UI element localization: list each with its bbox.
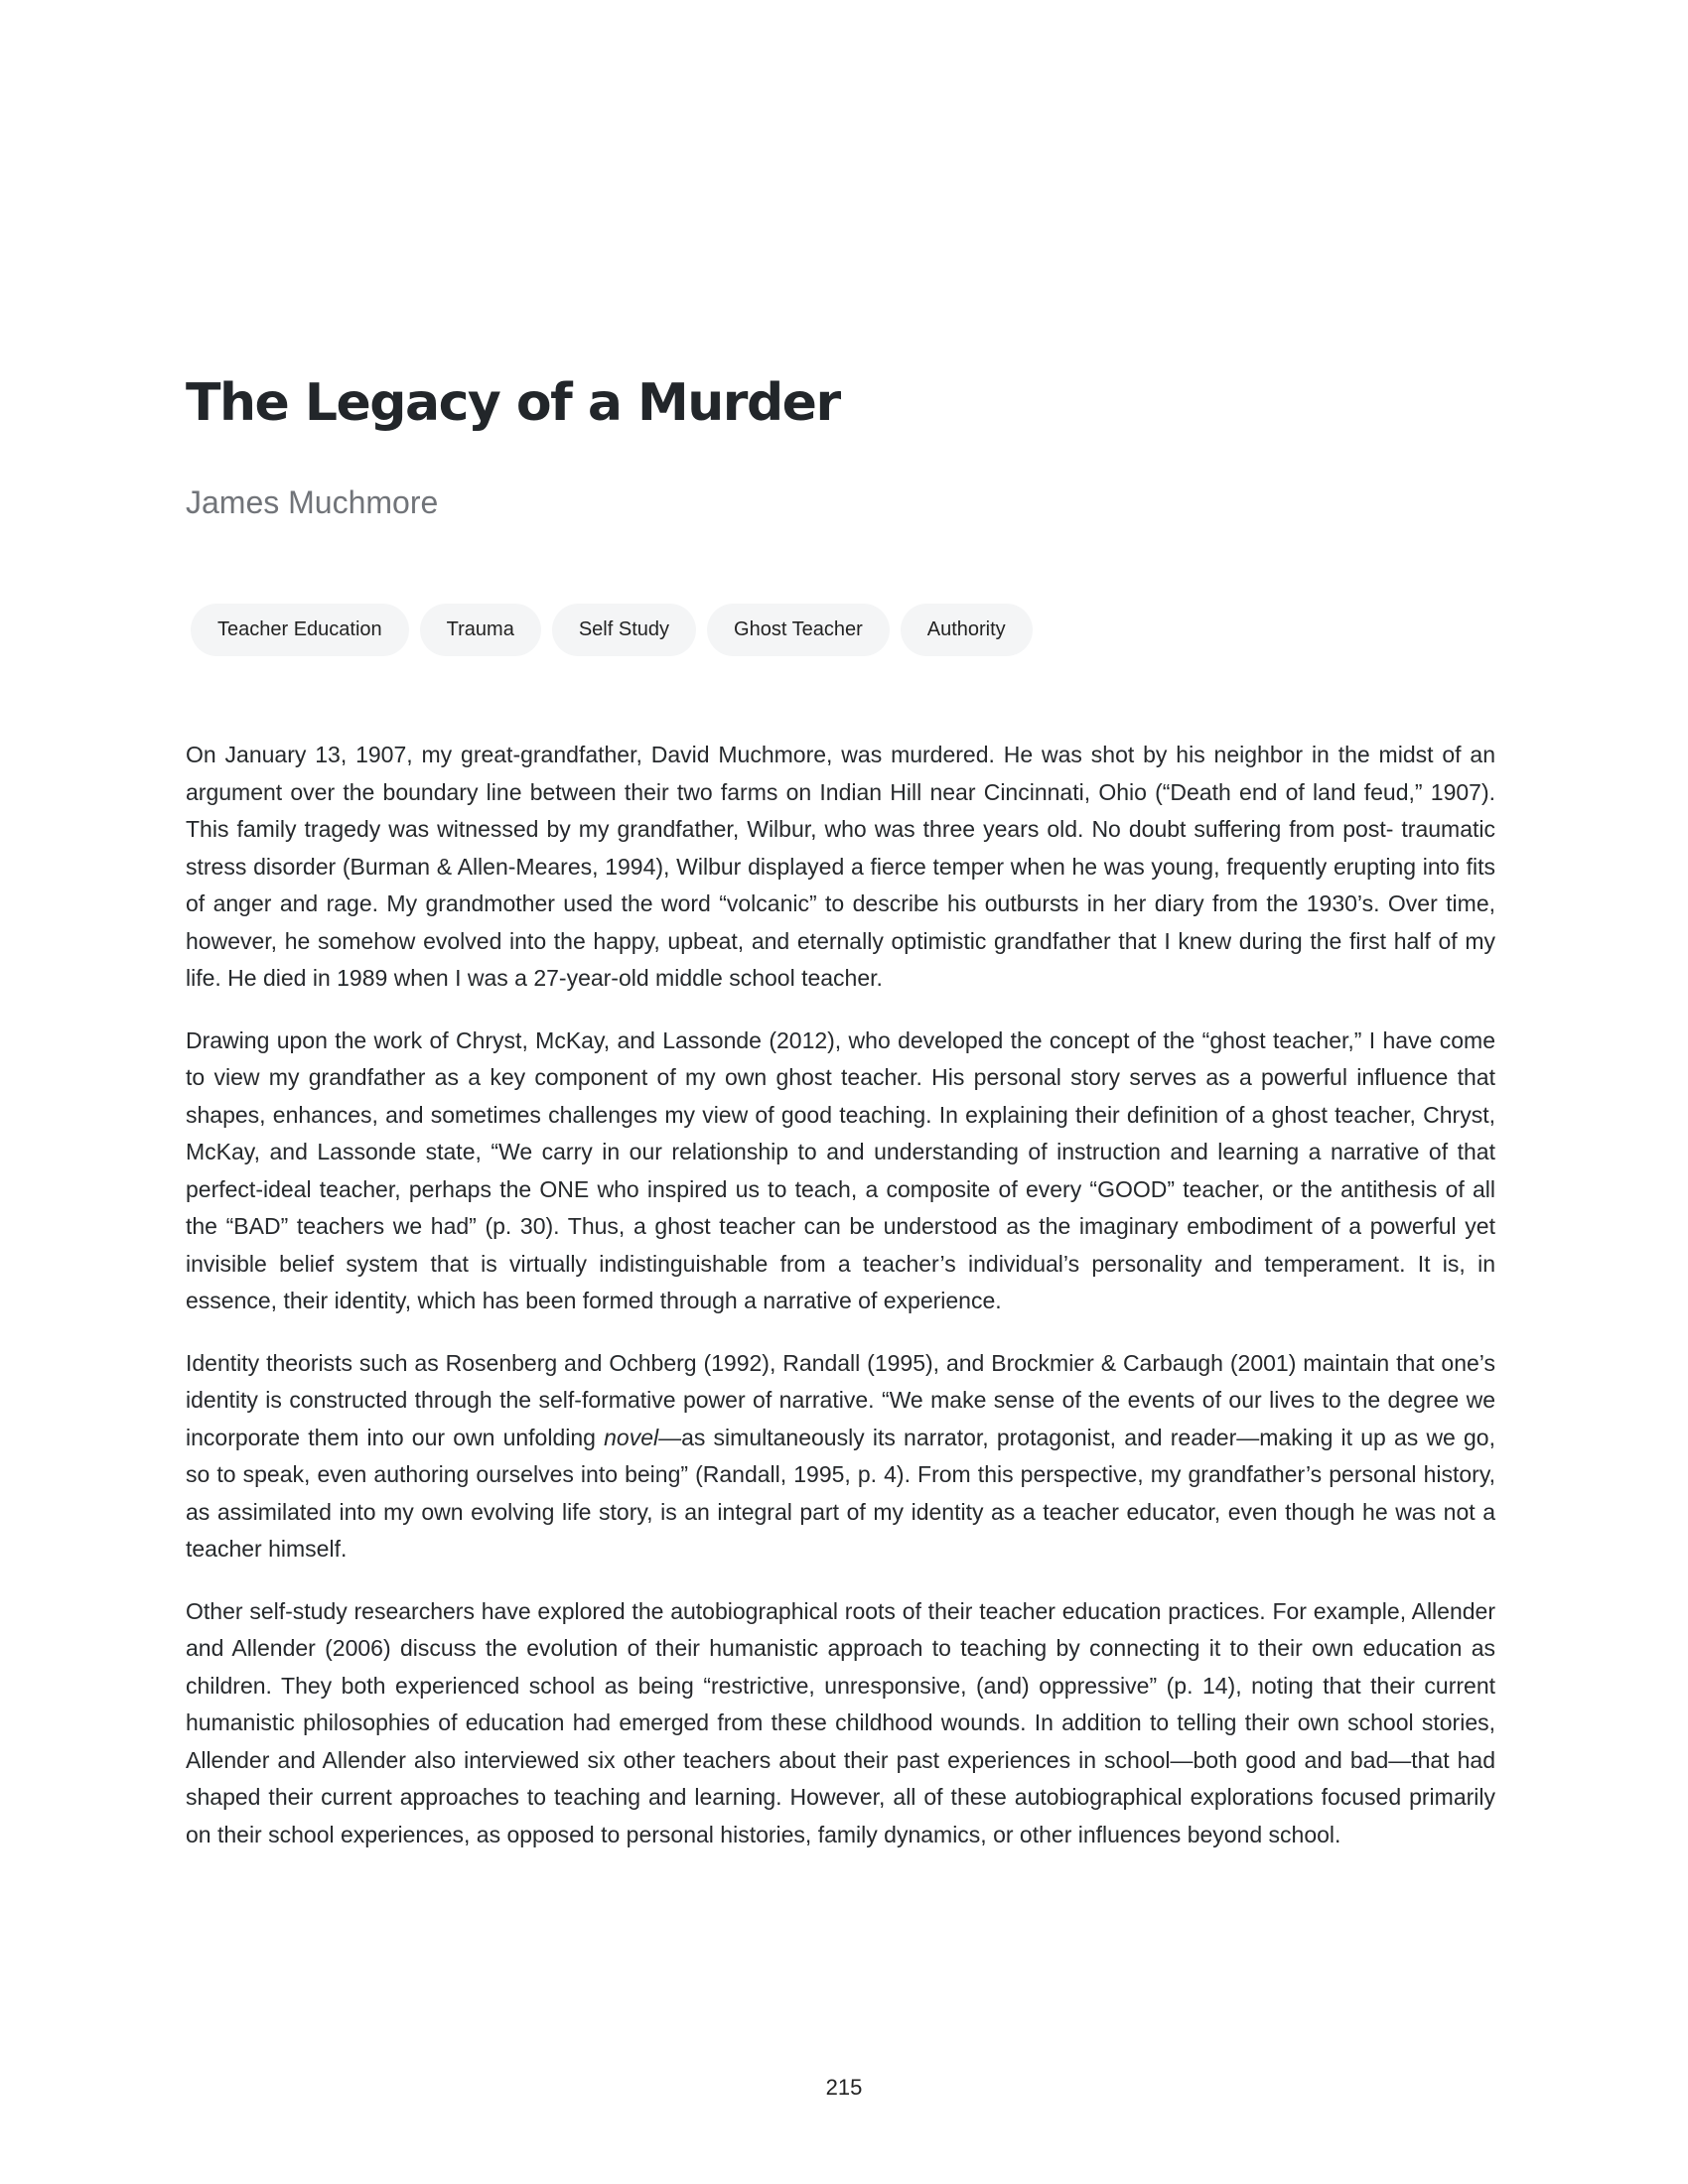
tag-trauma[interactable] xyxy=(420,604,541,656)
tag-label: Self Study xyxy=(578,618,670,640)
page-number: 215 xyxy=(825,2075,863,2100)
tag-label: Ghost Teacher xyxy=(734,618,863,640)
paragraph-3-text-end: —as simultaneously its narrator, protagonist, and reader—making it up as we go, so to speak, even authoring ourselves into being” (Randall, 1995, p. 4). From this perspective, my grandfather’s personal history, as assimilated into my own evolving life story, is an integral part of my identity as a teacher educator, even though he was not a teacher himself. xyxy=(186,1424,1495,1562)
keyword-tags xyxy=(191,604,1033,656)
paragraph-1: On January 13, 1907, my great-grandfather, David Muchmore, was murdered. He was shot by his neighbor in the midst of an argument over the boundary line between their two farms on Indian Hill near Cincinnati, Ohio (“Death end of land feud,” 1907). This family tragedy was witnessed by my grandfather, Wilbur, who was three years old. No doubt suffering from post- traumatic stress disorder (Burman & Allen-Meares, 1994), Wilbur displayed a fierce temper when he was young, frequently erupting into fits of anger and rage. My grandmother used the word “volcanic” to describe his outbursts in her diary from the 1930’s. Over time, however, he somehow evolved into the happy, upbeat, and eternally optimistic grandfather that I knew during the first half of my life. He died in 1989 when I was a 27-year-old middle school teacher. xyxy=(186,742,1495,991)
tag-label: Authority xyxy=(926,618,1006,640)
italic-novel: novel xyxy=(604,1424,659,1450)
paragraph-2: Drawing upon the work of Chryst, McKay, and Lassonde (2012), who developed the concept of the “ghost teacher,” I have come to view my grandfather as a key component of my own ghost teacher. His personal story serves as a powerful influence that shapes, enhances, and sometimes challenges my view of good teaching. In explaining their definition of a ghost teacher, Chryst, McKay, and Lassonde state, “We carry in our relationship to and understanding of instruction and learning a narrative of that perfect-ideal teacher, perhaps the ONE who inspired us to teach, a composite of every “GOOD” teacher, or the antithesis of all the “BAD” teachers we had” (p. 30). Thus, a ghost teacher can be understood as the imaginary embodiment of a powerful yet invisible belief system that is virtually indistinguishable from a teacher’s individual’s personality and temperament. It is, in essence, their identity, which has been formed through a narrative of experience. xyxy=(186,1026,1495,1313)
article-body xyxy=(186,737,1495,1878)
tag-ghost-teacher[interactable] xyxy=(707,604,890,656)
tag-label: Trauma xyxy=(446,618,514,640)
tag-authority[interactable] xyxy=(901,604,1033,656)
paragraph-3-text-start: Identity theorists such as Rosenberg and Ochberg (1992), Randall (1995), and Brockmier & Carbaugh (2001) maintain that one’s identity is constructed through the self-formative power of narrative. “We make sense of the events of our lives to the degree we incorporate them into our own unfolding xyxy=(186,1349,1495,1450)
article-title: The Legacy of a Murder xyxy=(186,373,840,433)
paragraph-3 xyxy=(186,1345,1495,1569)
paragraph-4: Other self-study researchers have explored the autobiographical roots of their teacher education practices. For example, Allender and Allender (2006) discuss the evolution of their humanistic approach to teaching by connecting it to their own education as children. They both experienced school as being “restrictive, unresponsive, (and) oppressive” (p. 14), noting that their current humanistic philosophies of education had emerged from these childhood wounds. In addition to telling their own school stories, Allender and Allender also interviewed six other teachers about their past experiences in school—both good and bad—that had shaped their current approaches to teaching and learning. However, all of these autobiographical explorations focused primarily on their school experiences, as opposed to personal histories, family dynamics, or other influences beyond school. xyxy=(186,1597,1495,1847)
article-author: James Muchmore xyxy=(186,484,439,520)
tag-teacher-education[interactable] xyxy=(191,604,409,656)
tag-label: Teacher Education xyxy=(217,618,382,640)
tag-self-study[interactable] xyxy=(552,604,696,656)
